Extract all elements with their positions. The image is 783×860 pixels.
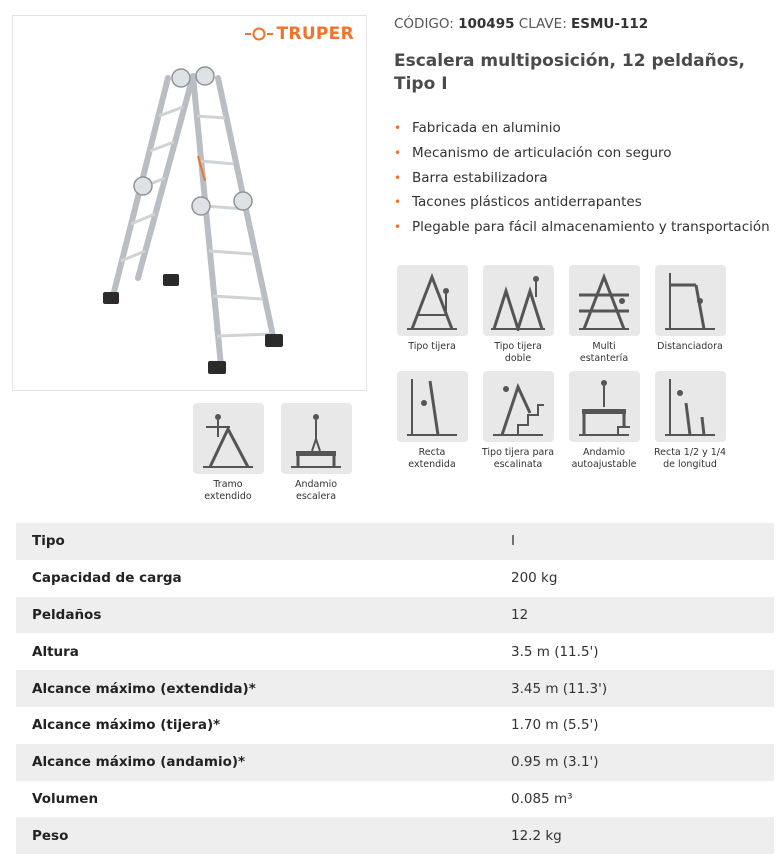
bullet-icon: • [394, 220, 402, 235]
use-card[interactable] [568, 265, 640, 365]
spec-key: Altura [32, 643, 79, 660]
bullet-icon: • [394, 121, 402, 135]
code-value: 100495 [458, 16, 515, 32]
feature-text: Tacones plásticos antiderrapantes [412, 194, 642, 211]
spec-value: I [511, 533, 515, 550]
use-label: Distanciadora [657, 341, 723, 352]
use-label: Tramo extendido [204, 479, 252, 502]
use-label: Recta extendida [408, 447, 456, 470]
spec-value: 3.45 m (11.3') [511, 680, 608, 697]
list-item [394, 168, 770, 193]
use-card[interactable] [654, 265, 726, 365]
scissor-type-icon [397, 265, 468, 336]
feature-text: Plegable para fácil almacenamiento y transportación [412, 219, 770, 236]
list-item [394, 217, 770, 242]
self-adjusting-scaffold-icon [569, 371, 640, 442]
table-row [16, 744, 774, 781]
spec-value: 1.70 m (5.5') [511, 717, 599, 734]
specs-table [16, 523, 774, 854]
bullet-icon: • [394, 170, 402, 185]
key-value: ESMU-112 [571, 16, 649, 32]
spec-value: 3.5 m (11.5') [511, 643, 599, 660]
uses-grid [396, 265, 726, 471]
table-row [16, 523, 774, 560]
spec-key: Volumen [32, 790, 99, 807]
table-row [16, 670, 774, 707]
feature-text: Mecanismo de articulación con seguro [412, 144, 672, 161]
spec-value: 200 kg [511, 570, 558, 587]
use-label: Recta 1/2 y 1/4 de longitud [653, 447, 727, 470]
spec-key: Capacidad de carga [32, 570, 182, 587]
use-card[interactable] [482, 371, 554, 471]
spec-key: Peso [32, 827, 69, 844]
straight-extended-icon [397, 371, 468, 442]
list-item [394, 192, 770, 217]
use-label: Tipo tijera [408, 341, 456, 352]
table-row [16, 817, 774, 854]
ladder-scaffold-icon [281, 403, 352, 474]
multi-shelf-icon [569, 265, 640, 336]
double-scissor-icon [483, 265, 554, 336]
spec-value: 0.085 m³ [511, 790, 573, 807]
brand-name: TRUPER [276, 24, 354, 44]
use-card[interactable] [396, 371, 468, 471]
table-row [16, 633, 774, 670]
use-label: Tipo tijera para escalinata [481, 447, 555, 470]
use-card[interactable] [280, 403, 352, 503]
uses-left [192, 403, 352, 503]
use-label: Multi estantería [579, 341, 629, 364]
spec-key: Tipo [32, 533, 65, 550]
spec-value: 12.2 kg [511, 827, 562, 844]
extended-section-icon [193, 403, 264, 474]
brand-logo [245, 23, 354, 45]
product-image[interactable] [12, 15, 367, 391]
list-item [394, 143, 770, 168]
use-label: Andamio escalera [294, 479, 338, 502]
spec-key: Peldaños [32, 606, 102, 623]
use-label: Tipo tijera doble [494, 341, 542, 364]
truper-logo-icon [245, 27, 273, 41]
list-item [394, 118, 770, 143]
use-card[interactable] [192, 403, 264, 503]
stair-scissor-icon [483, 371, 554, 442]
table-row [16, 597, 774, 634]
feature-text: Fabricada en aluminio [412, 120, 561, 136]
spec-key: Alcance máximo (extendida)* [32, 680, 256, 697]
table-row [16, 707, 774, 744]
table-row [16, 560, 774, 597]
features-list [394, 118, 770, 242]
code-label: CÓDIGO: [394, 16, 454, 32]
use-label: Andamio autoajustable [571, 447, 637, 470]
spec-value: 12 [511, 606, 529, 623]
table-row [16, 781, 774, 818]
use-card[interactable] [568, 371, 640, 471]
straight-half-quarter-icon [655, 371, 726, 442]
use-card[interactable] [482, 265, 554, 365]
spec-key: Alcance máximo (tijera)* [32, 717, 221, 734]
use-card[interactable] [396, 265, 468, 365]
use-card[interactable] [654, 371, 726, 471]
bullet-icon: • [394, 145, 402, 160]
ladder-photo [93, 56, 293, 386]
product-code-line [394, 16, 648, 32]
spec-value: 0.95 m (3.1') [511, 754, 599, 771]
feature-text: Barra estabilizadora [412, 169, 548, 186]
spec-key: Alcance máximo (andamio)* [32, 754, 246, 771]
key-label: CLAVE: [518, 16, 567, 32]
bullet-icon: • [394, 195, 402, 210]
spacer-icon [655, 265, 726, 336]
product-title: Escalera multiposición, 12 peldaños, Tipo I [394, 51, 745, 94]
